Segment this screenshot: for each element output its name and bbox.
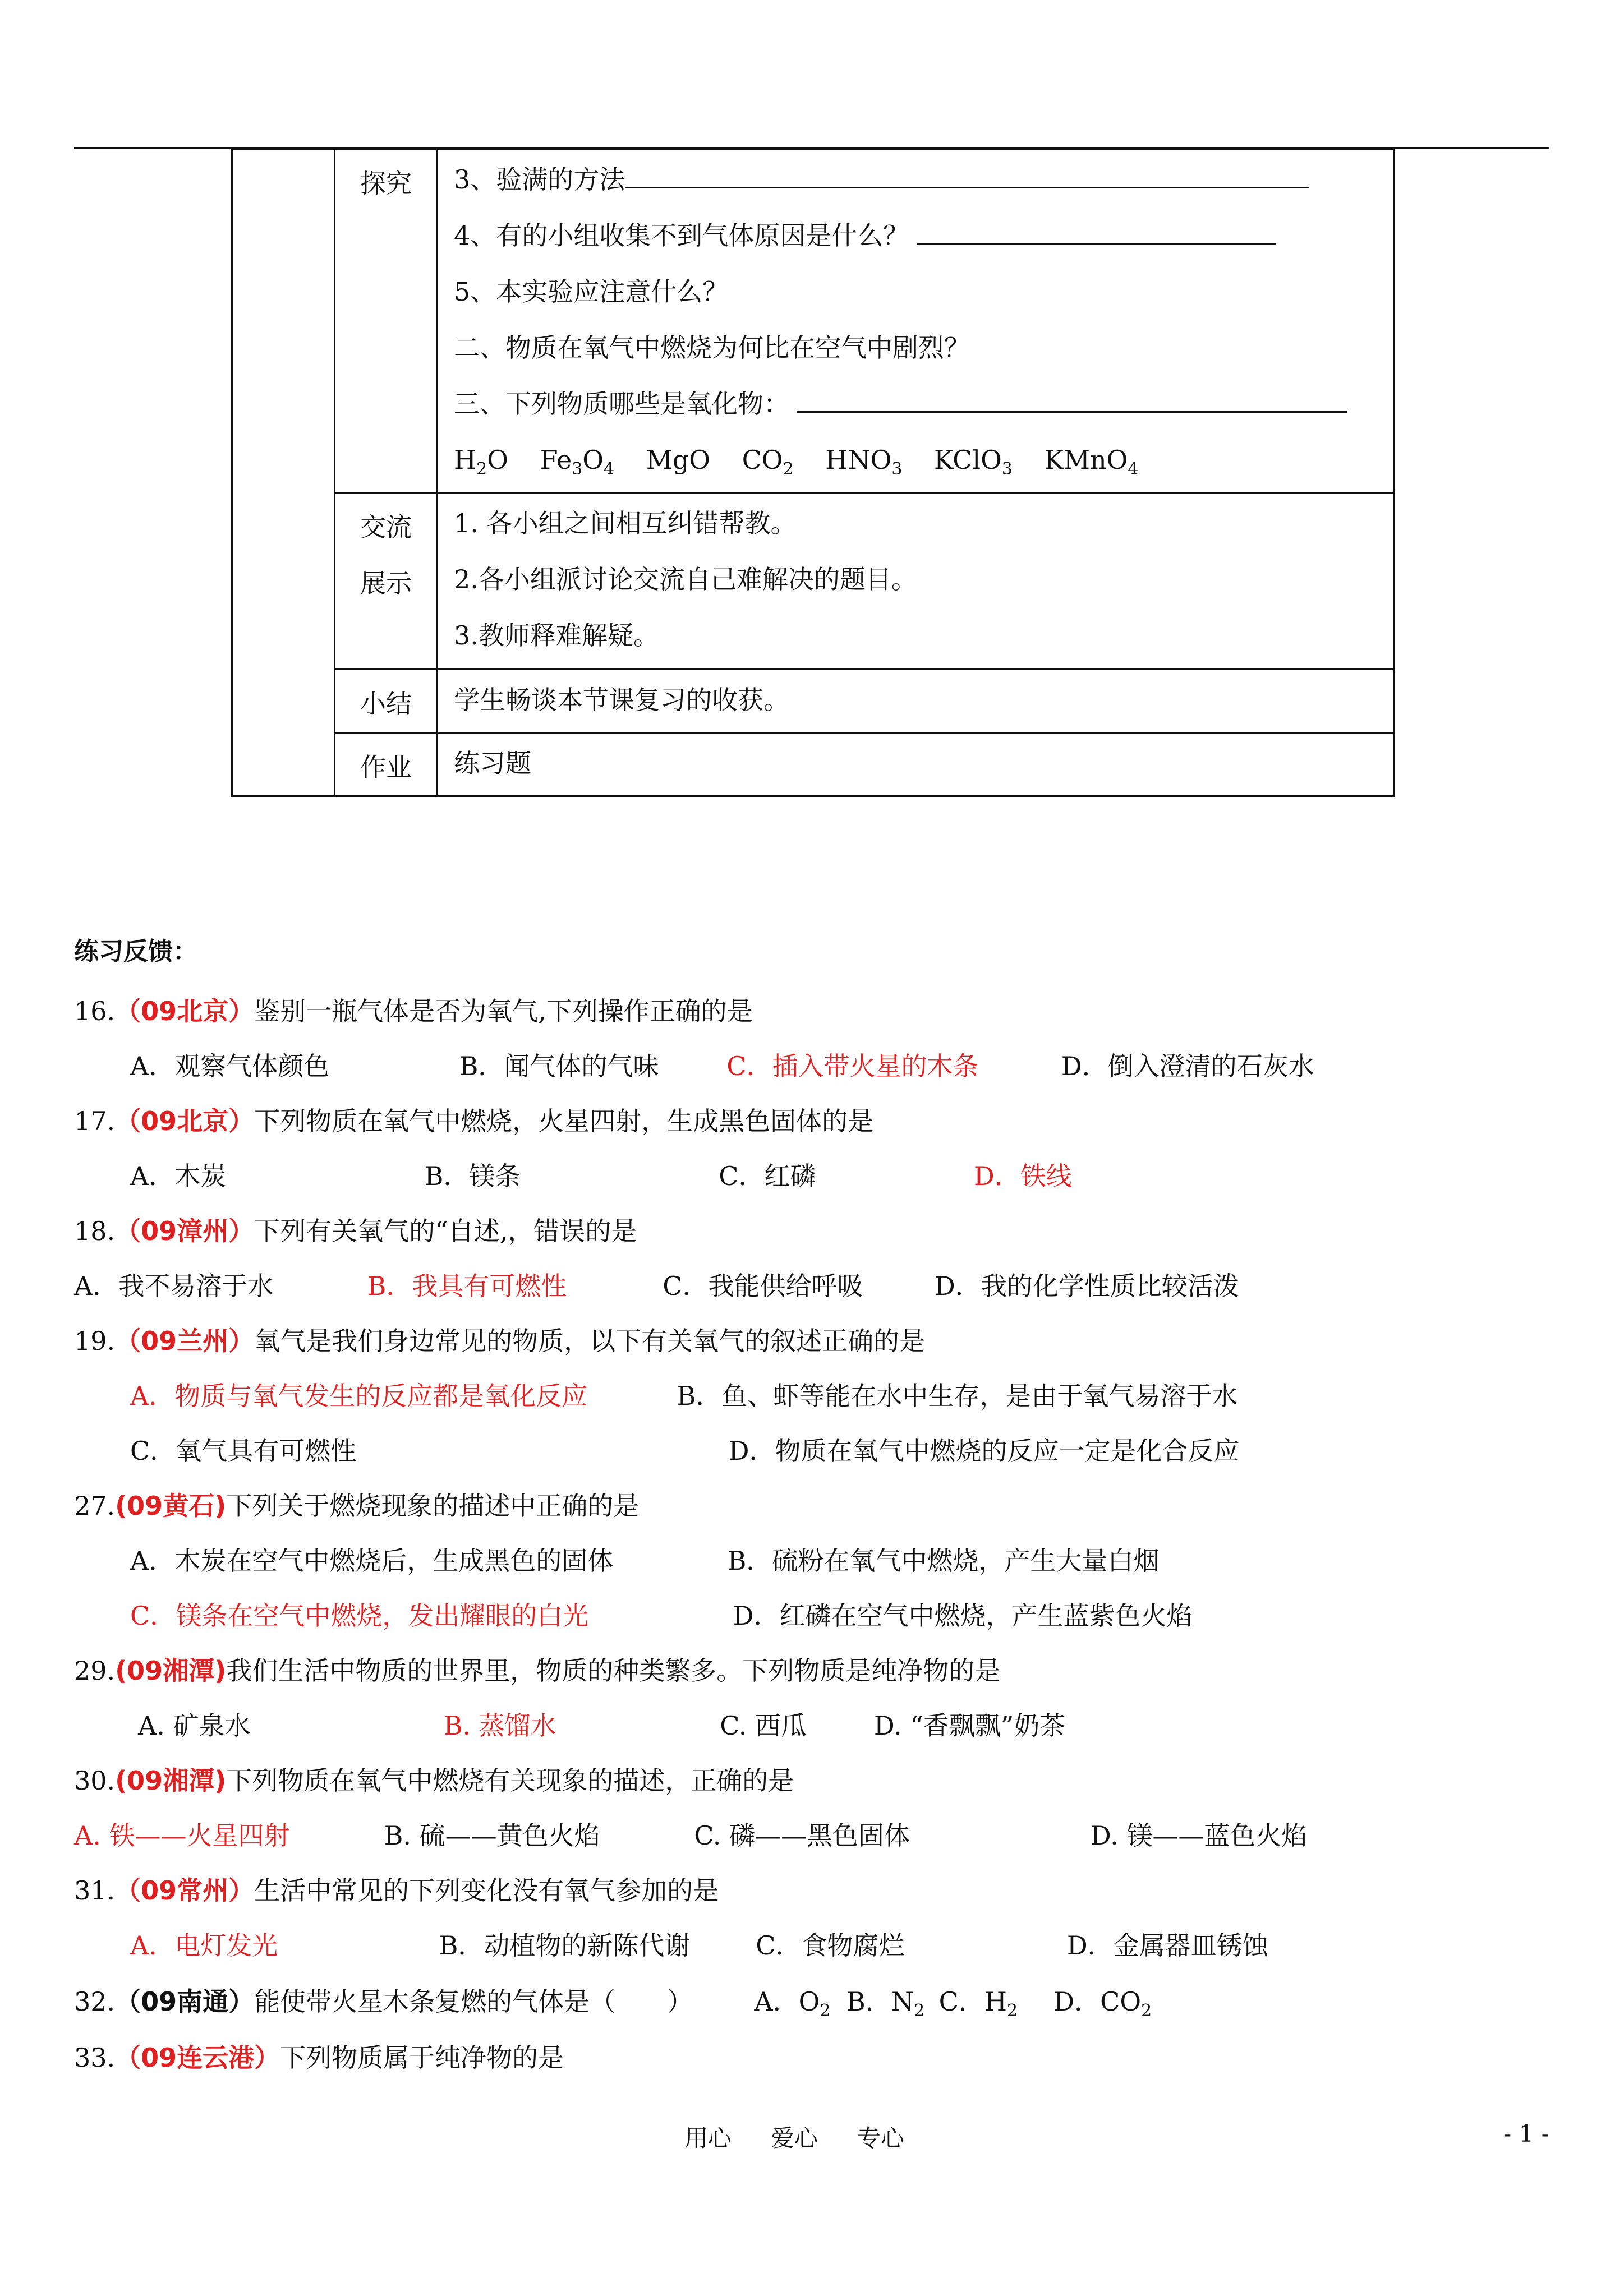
lesson-table <box>231 148 1395 797</box>
option-d[interactable]: D．物质在氧气中燃烧的反应一定是化合反应 <box>728 1436 1240 1466</box>
question-32: 32.（09南通）能使带火星木条复燃的气体是（ ） A．$O_2$ B．$N_2$ C．$H_2$ D．$CO_2$ <box>74 1976 1152 2027</box>
option-b[interactable]: B．镁条 <box>424 1161 521 1191</box>
formula-h2o: $H_2O$ <box>454 445 508 479</box>
formula-kclo3: KClO$_3$ <box>934 445 1013 479</box>
formula-fe3o4: $Fe_3O_4$ <box>540 445 615 479</box>
question-33: 33.（09连云港）下列物质属于纯净物的是 <box>74 2043 564 2073</box>
option-d[interactable]: D．倒入澄清的石灰水 <box>1061 1051 1314 1081</box>
option-c[interactable]: C．氧气具有可燃性 <box>130 1436 357 1466</box>
summary-content: 学生畅谈本节课复习的收获。 <box>438 670 1394 733</box>
option-b[interactable]: B．硫粉在氧气中燃烧，产生大量白烟 <box>727 1546 1160 1576</box>
option-c[interactable]: C．食物腐烂 <box>756 1930 905 1961</box>
share-item: 1. 各小组之间相互纠错帮教。 <box>454 508 797 538</box>
option-d[interactable]: D．$CO_2$ <box>1053 1986 1152 2021</box>
question-18-options <box>74 1261 1239 1311</box>
question-31: 31.（09常州）生活中常见的下列变化没有氧气参加的是 <box>74 1875 719 1906</box>
question-17-options <box>74 1151 1072 1201</box>
option-d[interactable]: D. 镁——蓝色火焰 <box>1090 1820 1308 1851</box>
option-c-answer[interactable]: C．插入带火星的木条 <box>726 1051 979 1081</box>
question-text: 3、验满的方法 <box>454 164 625 195</box>
share-item: 2.各小组派讨论交流自己难解决的题目。 <box>454 564 917 594</box>
option-d[interactable]: D．红磷在空气中燃烧，产生蓝紫色火焰 <box>733 1601 1193 1631</box>
row-label: 交流 展示 <box>335 493 438 670</box>
homework-content: 练习题 <box>438 733 1394 796</box>
table-row-summary <box>232 670 1394 733</box>
option-a[interactable]: A．观察气体颜色 <box>130 1051 330 1081</box>
table-row-homework <box>232 733 1394 796</box>
share-item: 3.教师释难解疑。 <box>454 620 659 651</box>
option-d-answer[interactable]: D．铁线 <box>973 1161 1072 1191</box>
option-c[interactable]: C. 西瓜 <box>720 1711 807 1741</box>
question-29: 29.(09湘潭)我们生活中物质的世界里，物质的种类繁多。下列物质是纯净物的是 <box>74 1656 1001 1686</box>
question-19-options-row1 <box>74 1371 1237 1421</box>
question-31-options <box>74 1920 1268 1971</box>
formula-hno3: $HNO_3$ <box>825 445 903 479</box>
formula-co2: $CO_2$ <box>742 445 794 479</box>
option-b[interactable]: B．闻气体的气味 <box>459 1051 659 1081</box>
option-a[interactable]: A．我不易溶于水 <box>74 1271 274 1301</box>
question-27-options-row2 <box>74 1590 1193 1641</box>
question-text: 二、物质在氧气中燃烧为何比在空气中剧烈？ <box>454 333 970 363</box>
option-d[interactable]: D．金属器皿锈蚀 <box>1066 1930 1268 1961</box>
question-text: 4、有的小组收集不到气体原因是什么？ <box>454 220 909 251</box>
question-27: 27.(09黄石)下列关于燃烧现象的描述中正确的是 <box>74 1491 640 1521</box>
question-29-options <box>74 1700 1065 1751</box>
option-c[interactable]: C．我能供给呼吸 <box>663 1271 863 1301</box>
option-d[interactable]: D. “香飘飘”奶茶 <box>873 1711 1066 1741</box>
section-title: 练习反馈： <box>74 937 197 966</box>
row-label: 小结 <box>335 670 438 733</box>
answer-blank[interactable] <box>917 214 1276 245</box>
option-c[interactable]: C. 磷——黑色固体 <box>694 1820 910 1851</box>
page-number: - 1 - <box>1503 2120 1549 2147</box>
answer-blank[interactable] <box>797 382 1347 413</box>
explore-content <box>438 149 1394 493</box>
option-b[interactable]: B．动植物的新陈代谢 <box>439 1930 691 1961</box>
question-19: 19.（09兰州）氧气是我们身边常见的物质，以下有关氧气的叙述正确的是 <box>74 1326 926 1356</box>
row-label: 作业 <box>335 733 438 796</box>
table-blank-column <box>232 149 335 796</box>
question-17: 17.（09北京）下列物质在氧气中燃烧，火星四射，生成黑色固体的是 <box>74 1106 874 1136</box>
question-text: 5、本实验应注意什么？ <box>454 276 729 307</box>
question-text: 三、下列物质哪些是氧化物： <box>454 389 789 419</box>
question-16-options <box>74 1041 1314 1091</box>
question-19-options-row2 <box>74 1426 1240 1476</box>
option-d[interactable]: D．我的化学性质比较活泼 <box>934 1271 1239 1301</box>
formula-kmno4: KMnO$_4$ <box>1044 445 1139 479</box>
question-18: 18.（09漳州）下列有关氧气的“自述,，错误的是 <box>74 1216 637 1246</box>
table-row-explore <box>232 149 1394 493</box>
option-b-answer[interactable]: B．我具有可燃性 <box>367 1271 567 1301</box>
page-footer: 用心 爱心 专心 <box>684 2124 905 2152</box>
question-30-options <box>74 1810 1307 1861</box>
question-16: 16.（09北京）鉴别一瓶气体是否为氧气,下列操作正确的是 <box>74 996 753 1026</box>
option-b[interactable]: B．$N_2$ <box>846 1986 925 2021</box>
option-c-answer[interactable]: C．镁条在空气中燃烧，发出耀眼的白光 <box>130 1601 589 1631</box>
formula-list <box>454 436 1393 492</box>
formula-mgo: MgO <box>646 445 710 475</box>
option-c[interactable]: C．$H_2$ <box>938 1986 1018 2021</box>
question-30: 30.(09湘潭)下列物质在氧气中燃烧有关现象的描述，正确的是 <box>74 1765 794 1796</box>
share-content <box>438 493 1394 670</box>
option-a[interactable]: A．木炭在空气中燃烧后，生成黑色的固体 <box>130 1546 614 1576</box>
option-a-answer[interactable]: A. 铁——火星四射 <box>74 1820 290 1851</box>
table-row-share <box>232 493 1394 670</box>
option-b[interactable]: B．鱼、虾等能在水中生存，是由于氧气易溶于水 <box>677 1381 1238 1411</box>
option-b-answer[interactable]: B. 蒸馏水 <box>443 1711 556 1741</box>
option-c[interactable]: C．红磷 <box>719 1161 816 1191</box>
option-b[interactable]: B. 硫——黄色火焰 <box>384 1820 600 1851</box>
row-label: 探究 <box>335 149 438 493</box>
answer-blank[interactable] <box>625 158 1309 188</box>
option-a[interactable]: A. 矿泉水 <box>138 1711 251 1741</box>
option-a-answer[interactable]: A．物质与氧气发生的反应都是氧化反应 <box>130 1381 588 1411</box>
option-a[interactable]: A．木炭 <box>130 1161 227 1191</box>
option-a-answer[interactable]: A．电灯发光 <box>130 1930 278 1961</box>
question-27-options-row1 <box>74 1536 1159 1586</box>
option-a[interactable]: A．$O_2$ <box>754 1986 831 2021</box>
